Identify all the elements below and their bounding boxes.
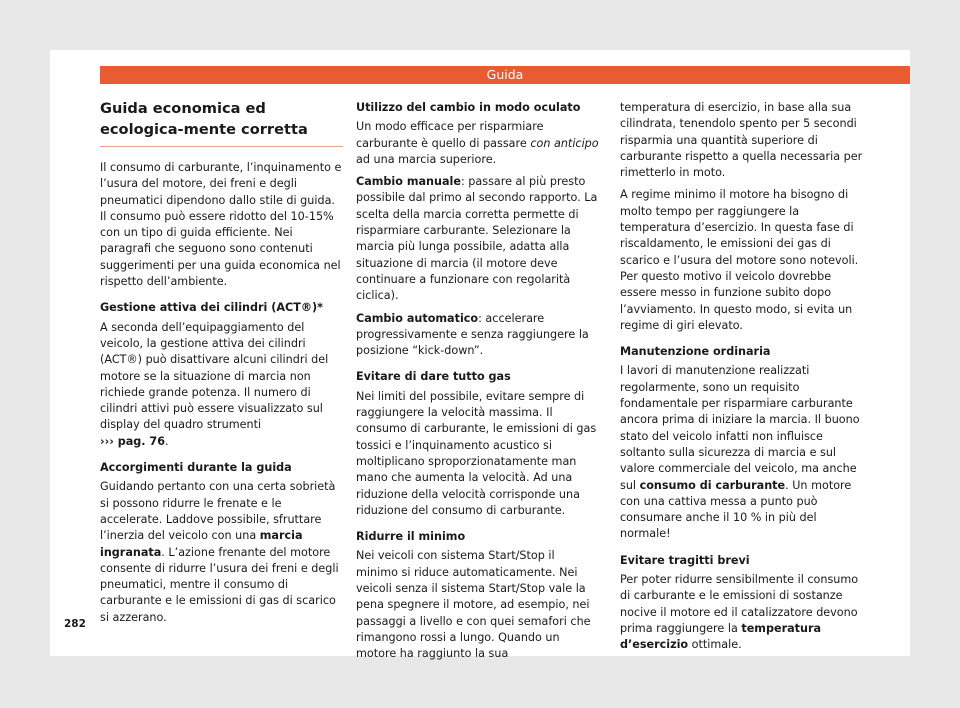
manual-label: Cambio manuale (356, 175, 461, 189)
manut-bold: consumo di carburante (639, 478, 786, 492)
automatic-label: Cambio automatico (356, 311, 479, 325)
accorg-bold: marcia ingranata (100, 529, 303, 559)
accorg-text-1: Guidando pertanto con una certa sobrietà si possono ridurre le frenate e le accelerate. Laddove possibile, sfruttare l’inerzia del veicolo con una (100, 480, 336, 543)
title-divider (100, 146, 343, 147)
manut-text-2: . Un motore con una cattiva messa a punto può consumare anche il 10 % in più del normale! (620, 478, 852, 541)
cambio-text-1: Un modo efficace per risparmiare carburante è quello di passare (356, 120, 544, 150)
page-number: 282 (64, 618, 86, 630)
cambio-italic: con anticipo (530, 136, 599, 150)
heading-minimo: Ridurre il minimo (356, 530, 466, 544)
regime-paragraph: A regime minimo il motore ha bisogno di molto tempo per raggiungere la temperatura d’esercizio. In questa fase di riscaldamento, le emissioni dei gas di scarico e l’usura del motore sono notevoli. Per questo motivo il veicolo dovrebbe essere messo in funzione subito dopo l’avviamento. In questo modo, si evita un regime di giri elevato. (620, 188, 859, 332)
minimo-paragraph: Nei veicoli con sistema Start/Stop il minimo si riduce automaticamente. Nei veicoli senza il sistema Start/Stop vale la pena spegnere il motore, ad esempio, nei passaggi a livello e con quei semafori che rimangono rossi a lungo. Quando un motore ha raggiunto la sua (356, 549, 591, 661)
accorg-text-2: . L’azione frenante del motore consente di ridurre l’usura dei freni e degli pneumatici, mentre il consumo di carburante e le emissioni di gas di scarico si azzerano. (100, 545, 339, 624)
page-reference-link[interactable]: ››› pag. 76 (100, 434, 166, 448)
cambio-paragraph (356, 119, 599, 168)
heading-manutenzione: Manutenzione ordinaria (620, 345, 771, 359)
manual-text: : passare al più presto possibile dal primo al secondo rapporto. La scelta della marcia corretta permette di risparmiare carburante. Selezionare la marcia più lunga possibile, adatta alla situazione di marcia (il motore deve continuare a funzionare con regolarità ciclica). (356, 175, 598, 303)
manual-paragraph (356, 174, 599, 304)
manutenzione-paragraph (620, 363, 863, 542)
tragitti-paragraph (620, 572, 863, 653)
accorgimenti-paragraph (100, 479, 343, 626)
gas-paragraph: Nei limiti del possibile, evitare sempre di raggiungere la velocità massima. Il consumo di carburante, le emissioni di gas tossici e l’inquinamento acustico si moltiplicano sproporzionatamente man mano che aumenta la velocità. Ad una riduzione della velocità corrisponde una riduzione del consumo di carburante. (356, 389, 597, 517)
tragitti-bold: temperatura d’esercizio (620, 621, 822, 652)
heading-tragitti: Evitare tragitti brevi (620, 553, 750, 567)
cambio-text-2: ad una marcia superiore. (356, 152, 497, 166)
act-end: . (165, 434, 169, 448)
heading-act: Gestione attiva dei cilindri (ACT®)* (100, 301, 324, 315)
heading-accorgimenti: Accorgimenti durante la guida (100, 461, 292, 475)
column-middle (356, 100, 599, 669)
continued-paragraph: temperatura di esercizio, in base alla sua cilindrata, tenendolo spento per 5 secondi risparmia una quantità superiore di carburante rispetto a quella necessaria per rimetterlo in moto. (620, 101, 863, 180)
act-paragraph (100, 320, 343, 450)
section-header: Guida (100, 66, 910, 84)
heading-cambio: Utilizzo del cambio in modo oculato (356, 101, 581, 114)
column-left (100, 98, 343, 632)
tragitti-text-2: ottimale. (688, 638, 742, 652)
act-text: A seconda dell’equipaggiamento del veicolo, la gestione attiva dei cilindri (ACT®) può disattivare alcuni cilindri del motore se la situazione di marcia non richiede grande potenza. Il numero di cilindri attivi può essere visualizzato sul display del quadro strumenti (100, 320, 329, 432)
page-title: Guida economica ed ecologica-mente corretta (100, 100, 308, 138)
column-right (620, 100, 863, 660)
automatic-text: : accelerare progressivamente e senza raggiungere la posizione “kick-down”. (356, 311, 589, 358)
manut-text-1: I lavori di manutenzione realizzati regolarmente, sono un requisito fondamentale per risparmiare carburante ancora prima di iniziare la marcia. Il buono stato del veicolo infatti non influisce soltanto sulla sicurezza di marcia e sul valore commerciale del veicolo, ma anche sul (620, 364, 860, 492)
automatic-paragraph (356, 311, 599, 360)
heading-gas: Evitare di dare tutto gas (356, 370, 511, 384)
intro-paragraph: Il consumo di carburante, l’inquinamento e l’usura del motore, dei freni e degli pneumatici dipendono dallo stile di guida. Il consumo può essere ridotto del 10-15% con un tipo di guida efficiente. Nei paragrafi che seguono sono contenuti suggerimenti per una guida economica nel rispetto dell’ambiente. (100, 161, 342, 289)
manual-page (50, 50, 910, 661)
tragitti-text-1: Per poter ridurre sensibilmente il consumo di carburante e le emissioni di sostanze nocive il motore ed il catalizzatore devono prima raggiungere la (620, 573, 859, 635)
